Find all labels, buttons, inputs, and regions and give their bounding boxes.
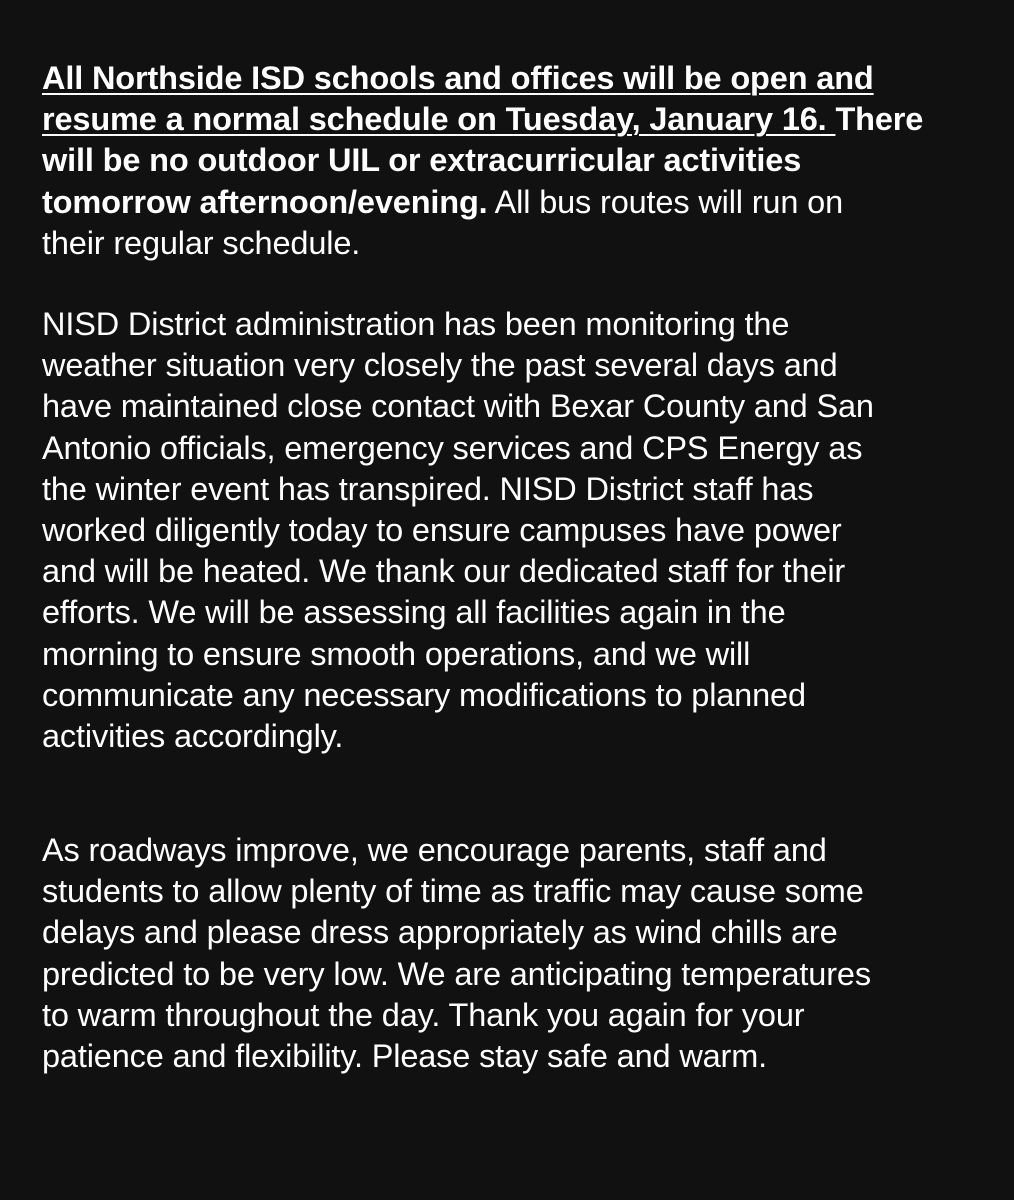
announcement-paragraph-1 xyxy=(42,58,923,264)
no-activities-notice: There will be no outdoor UIL or extracurricular activities tomorrow afternoon/evening. xyxy=(42,101,924,220)
open-schedule-headline: All Northside ISD schools and offices will be open and resume a normal schedule on Tuesday, January 16. xyxy=(42,60,874,138)
bus-routes-notice: All bus routes will run on their regular schedule. xyxy=(42,183,843,261)
announcement-paragraph-2: NISD District administration has been monitoring the weather situation very closely the past several days and have maintained close contact with Bexar County and San Antonio officials, emergency services and CPS Energy as the winter event has transpired. NISD District staff has worked diligently today to ensure campuses have power and will be heated. We thank our dedicated staff for their efforts. We will be assessing all facilities again in the morning to ensure smooth operations, and we will communicate any necessary modifications to planned activities accordingly. xyxy=(42,306,874,755)
announcement-paragraph-3: As roadways improve, we encourage parents, staff and students to allow plenty of time as traffic may cause some delays and please dress appropriately as wind chills are predicted to be very low. We are anticipating temperatures to warm throughout the day. Thank you again for your patience and flexibility. Please stay safe and warm. xyxy=(42,832,871,1075)
